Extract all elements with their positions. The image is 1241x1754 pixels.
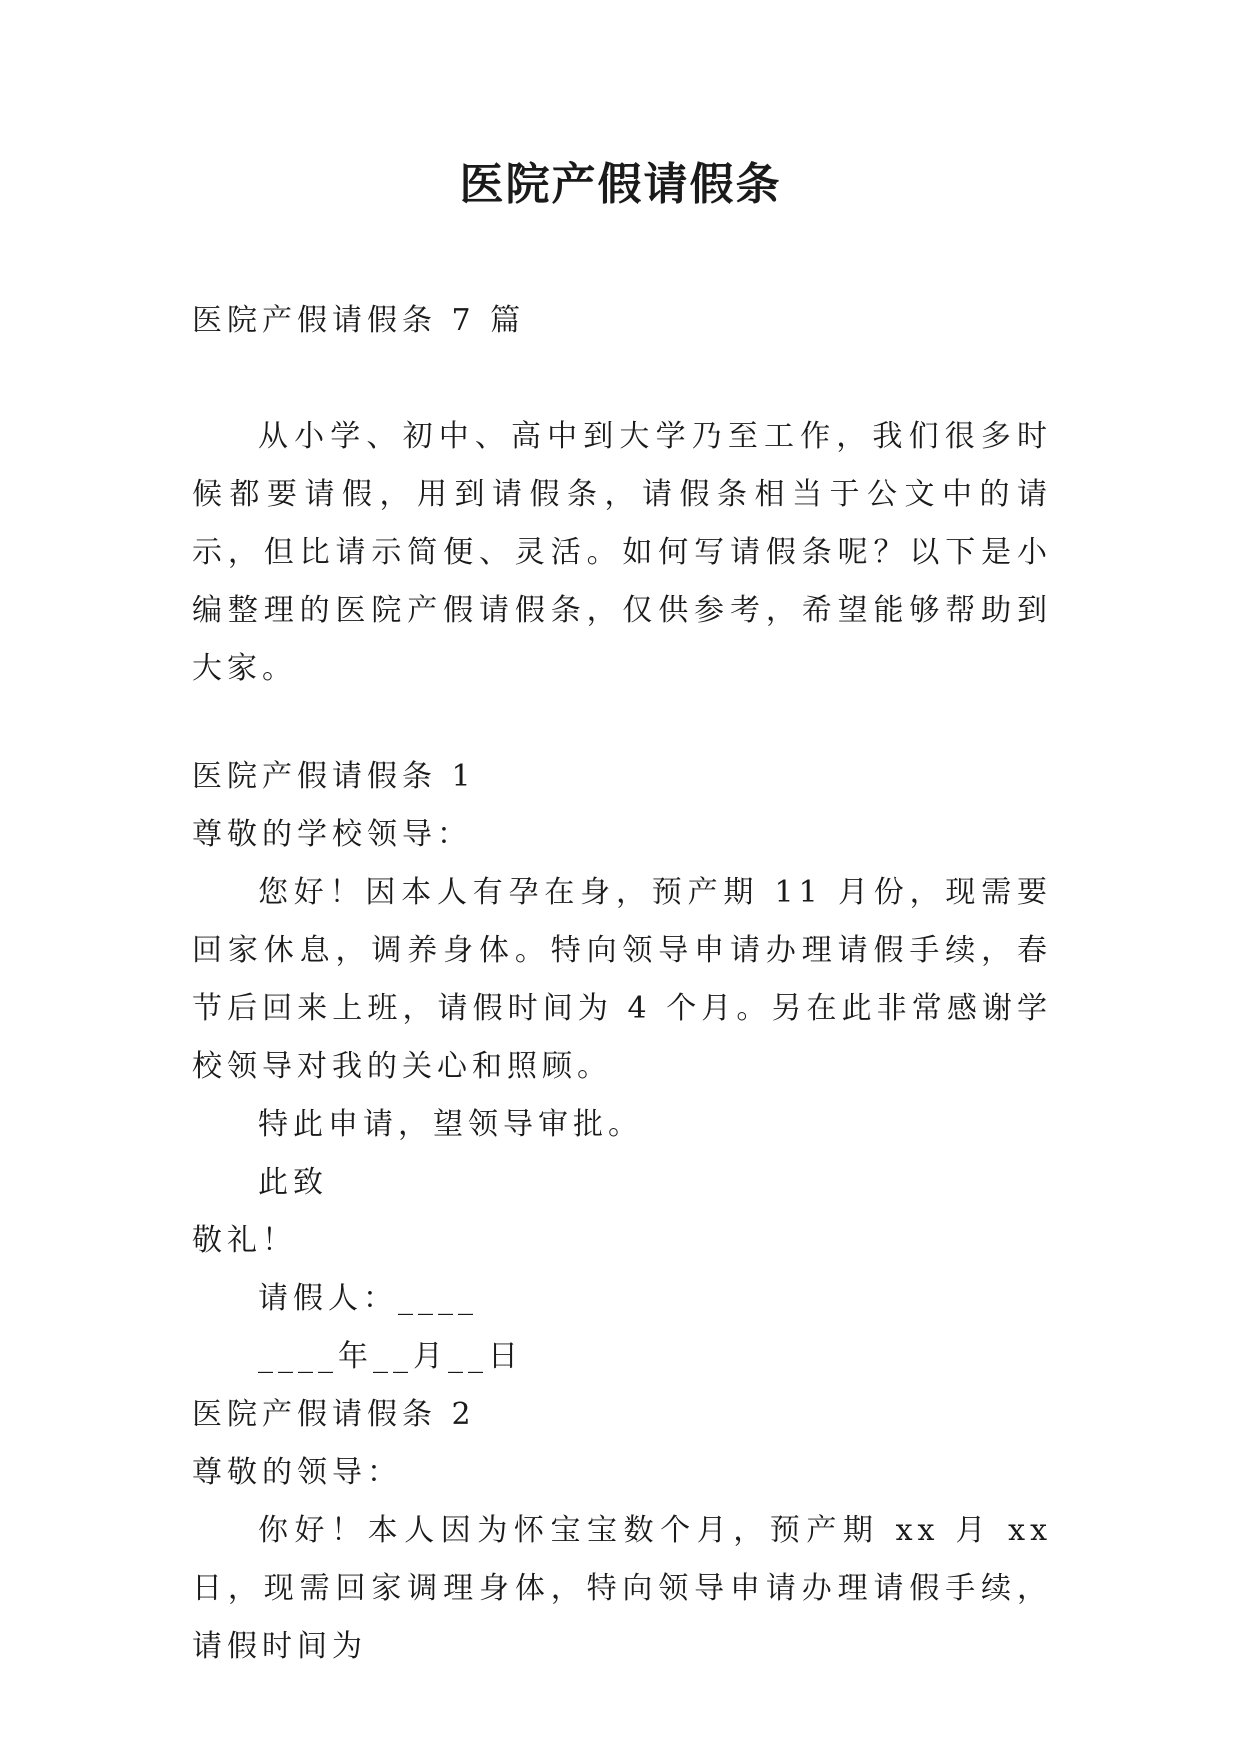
spacer — [192, 698, 1052, 748]
document-title: 医院产假请假条 — [459, 159, 782, 210]
letter2-salutation: 尊敬的领导： — [192, 1455, 402, 1490]
letter1-date: ____年__月__日 — [258, 1339, 523, 1374]
letter1-signature: 请假人：____ — [258, 1281, 478, 1316]
document-subtitle: 医院产假请假条 7 篇 — [192, 303, 526, 338]
spacer — [192, 350, 1052, 408]
document-body — [192, 292, 1052, 1676]
letter2-heading: 医院产假请假条 2 — [192, 1397, 476, 1432]
letter1-salutation: 尊敬的学校领导： — [192, 817, 472, 852]
letter1-regards: 敬礼！ — [192, 1223, 297, 1258]
letter2-body: 你好！本人因为怀宝宝数个月，预产期 xx 月 xx 日，现需回家调理身体，特向领导申请办理请假手续，请假时间为 — [192, 1513, 1052, 1664]
letter1-body: 您好！因本人有孕在身，预产期 11 月份，现需要回家休息，调养身体。特向领导申请办理请假手续，春节后回来上班，请假时间为 4 个月。另在此非常感谢学校领导对我的关心和照顾。 — [192, 875, 1052, 1084]
letter1-heading: 医院产假请假条 1 — [192, 759, 476, 794]
letter1-request: 特此申请，望领导审批。 — [258, 1107, 643, 1142]
intro-paragraph: 从小学、初中、高中到大学乃至工作，我们很多时候都要请假，用到请假条，请假条相当于公文中的请示，但比请示简便、灵活。如何写请假条呢？以下是小编整理的医院产假请假条，仅供参考，希望能够帮助到大家。 — [192, 419, 1052, 686]
letter1-closing: 此致 — [258, 1165, 328, 1200]
